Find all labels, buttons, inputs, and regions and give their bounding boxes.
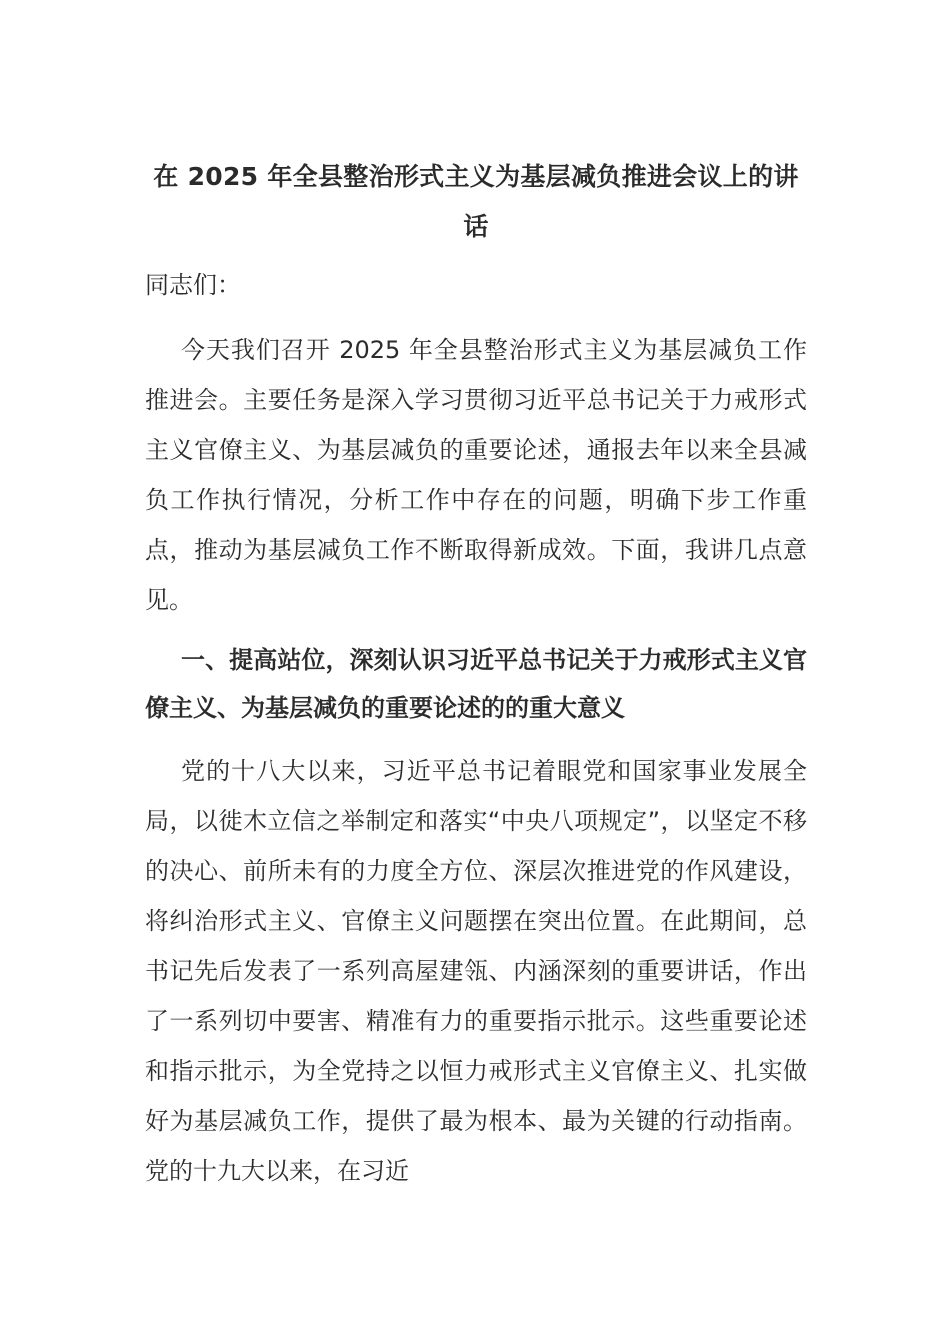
intro-paragraph: 今天我们召开 2025 年全县整治形式主义为基层减负工作推进会。主要任务是深入学习贯彻习近平总书记关于力戒形式主义官僚主义、为基层减负的重要论述，通报去年以来全县减负工作执行情况，分析工作中存在的问题，明确下步工作重点，推动为基层减负工作不断取得新成效。下面，我讲几点意见。	[145, 336, 807, 614]
section-1-paragraph: 党的十八大以来，习近平总书记着眼党和国家事业发展全局，以徙木立信之举制定和落实“中央八项规定”，以坚定不移的决心、前所未有的力度全方位、深层次推进党的作风建设，将纠治形式主义、官僚主义问题摆在突出位置。在此期间，总书记先后发表了一系列高屋建瓴、内涵深刻的重要讲话，作出了一系列切中要害、精准有力的重要指示批示。这些重要论述和指示批示，为全党持之以恒力戒形式主义官僚主义、扎实做好为基层减负工作，提供了最为根本、最为关键的行动指南。党的十九大以来，在习近	[145, 757, 807, 1185]
salutation: 同志们：	[145, 271, 241, 299]
section-heading-1: 一、提高站位，深刻认识习近平总书记关于力戒形式主义官僚主义、为基层减负的重要论述的的重大意义	[145, 646, 807, 722]
document-title: 在 2025 年全县整治形式主义为基层减负推进会议上的讲话	[153, 162, 799, 241]
